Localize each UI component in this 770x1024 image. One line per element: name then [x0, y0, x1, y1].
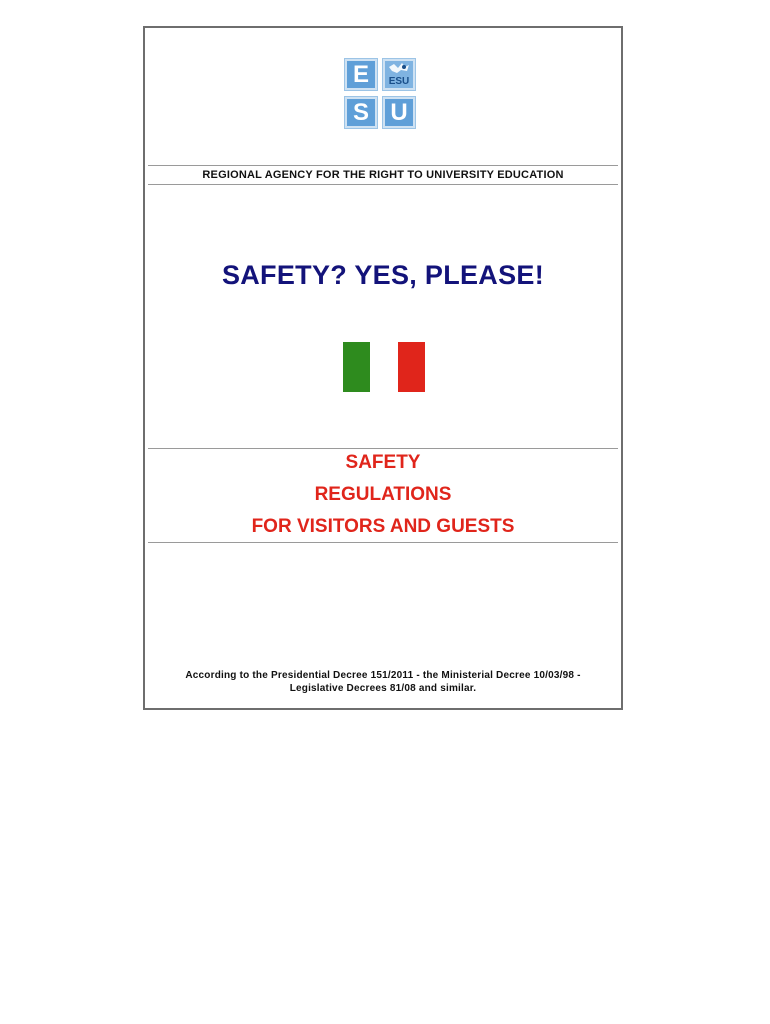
esu-logo [345, 59, 423, 129]
esu-emblem-icon [385, 61, 413, 88]
agency-name: REGIONAL AGENCY FOR THE RIGHT TO UNIVERSITY EDUCATION [202, 169, 564, 181]
divider [148, 165, 618, 166]
document-page [143, 26, 623, 710]
regulations-line-1: SAFETY [345, 452, 421, 473]
divider [148, 184, 618, 185]
divider [148, 542, 618, 543]
italian-flag [343, 342, 425, 392]
flag-green-stripe [343, 342, 370, 392]
legal-reference-line-2: Legislative Decrees 81/08 and similar. [289, 683, 477, 694]
flag-red-stripe [398, 342, 425, 392]
flag-white-stripe [370, 342, 397, 392]
legal-reference-line-1: According to the Presidential Decree 151/2011 - the Ministerial Decree 10/03/98 - [185, 670, 581, 681]
page-title: SAFETY? YES, PLEASE! [221, 260, 545, 290]
logo-tile-u: U [383, 97, 415, 128]
divider [148, 448, 618, 449]
svg-text:ESU: ESU [388, 76, 410, 87]
regulations-line-2: REGULATIONS [314, 484, 452, 505]
logo-tile-mark [383, 59, 415, 90]
legal-reference [155, 669, 611, 695]
regulations-line-3: FOR VISITORS AND GUESTS [251, 516, 515, 537]
logo-tile-s: S [345, 97, 377, 128]
logo-tile-e: E [345, 59, 377, 90]
